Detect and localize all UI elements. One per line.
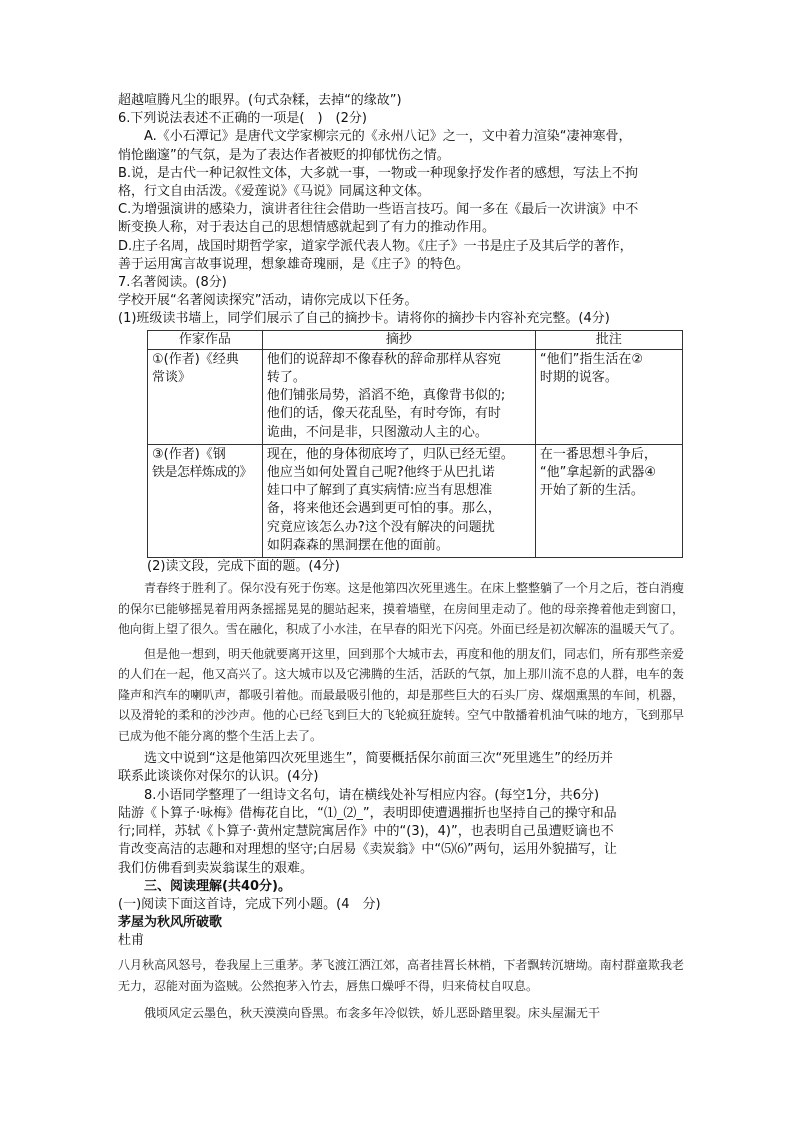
cell-line: 诡曲，不问是非，只图激动人主的心。 [266,424,488,440]
table-cell [148,444,263,557]
question-stem: 8.小语同学整理了一组诗文名句，请在横线处补写相应内容。(每空1分，共6分) [144,787,600,803]
option-d-line: 善于运用寓言故事说理，想象雄奇瑰丽，是《庄子》的特色。 [118,256,470,272]
option-a-line: A.《小石潭记》是唐代文学家柳宗元的《永州八记》之一，文中着力渲染“凄神寒骨， [144,129,632,145]
column-header: 批注 [535,330,682,349]
section-heading: 三、阅读理解(共40分)。 [144,878,291,894]
section-3 [118,878,684,1024]
cell-line: “他们”指生活在② [539,351,643,367]
question-text: 联系此谈谈你对保尔的认识。(4分) [118,769,319,785]
subquestion: (一)阅读下面这首诗，完成下列小题。(4 分) [118,896,381,912]
reading-passage: 青春终于胜利了。保尔没有死于伤寒。这是他第四次死里逃生。在床上整整躺了一个月之后，苍白消瘦的保尔已能够摇晃着用两条摇摇晃晃的腿站起来，摸着墙壁，在房间里走动了。他的母亲搀着他走到窗口，他向街上望了很久。雪在融化，积成了小水洼，在早春的阳光下闪亮。外面已经是初次解冻的温暖天气了。 [118,581,685,637]
table-cell [148,349,263,444]
option-b-line: B.说，是古代一种记叙性文体，大多就一事，一物或一种现象抒发作者的感想，写法上不拘 [118,165,639,181]
text-line: 学校开展“名著阅读探究”活动，请你完成以下任务。 [118,293,418,309]
cell-line: 转了。 [266,370,306,386]
cell-line: 他们的话，像天花乱坠，有时夸饰，有时 [266,406,501,422]
poem-author: 杜甫 [118,933,145,949]
column-header: 作家作品 [148,330,263,349]
column-header: 摘抄 [262,330,535,349]
option-a-line: 悄怆幽邃”的气氛，是为了表达作者被贬的抑郁忧伤之情。 [118,147,450,163]
text-line: 陆游《卜算子·咏梅》借梅花自比，“⑴_⑵_”，表明即使遭遇摧折也坚持自己的操守和品 [118,805,617,821]
excerpt-card-table [147,330,683,558]
question-8 [118,787,684,878]
subquestion: (2)读文段，完成下面的题。(4分) [147,559,340,575]
question-stem: 7.名著阅读。(8分) [118,275,227,291]
table-row [148,349,683,444]
question-stem: 6.下列说法表述不正确的一项是( ) (2分) [118,111,367,127]
question-6 [118,110,684,274]
subquestion: (1)班级读书墙上，同学们展示了自己的摘抄卡。请将你的摘抄卡内容补充完整。(4分) [118,311,610,327]
option-c-line: C.为增强演讲的感染力，演讲者往往会借助一些语言技巧。闻一多在《最后一次讲演》中不 [118,202,639,218]
table-cell [262,349,535,444]
cell-line: 娃口中了解到了真实病情:应当有思想准 [266,483,493,499]
reading-passage: 但是他一想到，明天他就要离开这里，回到那个大城市去，再度和他的朋友们，同志们，所有那些亲爱的人们在一起，他又高兴了。这大城市以及它沸腾的生活，活跃的气氛，加上那川流不息的人群，电车的轰隆声和汽车的喇叭声，都吸引着他。而最最吸引他的，却是那些巨大的石头厂房、煤烟熏黑的车间，机器，以及滑轮的柔和的沙沙声。他的心已经飞到巨大的飞轮疯狂旋转。空气中散播着机油气味的地方，飞到那早已成为他不能分离的整个生活上去了。 [118,646,685,743]
cell-line: 他应当如何处置自己呢?他终于从巴扎诺 [266,465,495,481]
text-line: 超越喧腾凡尘的眼界。(句式杂糅，去掉“的缘故”) [118,93,402,108]
table-row [148,444,683,557]
option-d-line: D.庄子名周，战国时期哲学家，道家学派代表人物。《庄子》一书是庄子及其后学的著作， [118,238,633,254]
poem-title: 茅屋为秋风所破歌 [118,915,223,931]
text-line: 行;同样，苏轼《卜算子·黄州定慧院寓居作》中的“(3)，4)”，也表明自己虽遭贬谪也不 [118,824,614,840]
table-header-row [148,330,683,349]
poem-stanza: 八月秋高风怒号，卷我屋上三重茅。茅飞渡江洒江郊，高者挂罥长林梢，下者飘转沉塘坳。南村群童欺我老无力，忍能对面为盗贼。公然抱茅入竹去，唇焦口燥呼不得，归来倚杖自叹息。 [118,957,684,993]
question-7 [118,274,684,787]
cell-line: 如阴森森的黑洞摆在他的面前。 [266,537,449,553]
option-b-line: 格，行文自由活泼。《爱莲说》《马说》同属这种文体。 [118,184,431,200]
cell-line: 他们的说辞却不像春秋的辞命那样从容宛 [266,351,501,367]
cell-line: 时期的说客。 [539,370,618,386]
table-cell [535,444,682,557]
cell-line: 开始了新的生活。 [539,483,644,499]
table-cell [535,349,682,444]
poem-stanza: 俄顷风定云墨色，秋天漠漠向昏黑。布衾多年冷似铁，娇儿恶卧踏里裂。床头屋漏无干 [144,1005,601,1020]
cell-line: 现在，他的身体彻底垮了，归队已经无望。 [266,446,514,462]
text-line: 肯改变高洁的志趣和对理想的坚守;白居易《卖炭翁》中“⑸⑹”两句，运用外貌描写，让 [118,842,617,858]
option-c-line: 断变换人称，对于表达自己的思想情感就起到了有力的推动作用。 [118,220,496,236]
cell-line: 备，将来他还会遇到更可怕的事。那么， [266,501,501,517]
cell-line: 他们铺张局势，滔滔不绝，真像背书似的; [266,388,506,404]
cell-line: 常谈》 [152,370,192,386]
cell-line: 究竟应该怎么办?这个没有解决的问题扰 [266,519,495,535]
document-page [118,92,684,1024]
cell-line: “他”拿起新的武器④ [539,465,656,481]
cell-line: 在一番思想斗争后， [539,446,657,462]
question-text: 选文中说到“这是他第四次死里逃生”，简要概括保尔前面三次“死里逃生”的经历并 [144,751,613,767]
table-cell [262,444,535,557]
cell-line: 铁是怎样炼成的》 [152,465,253,481]
cell-line: ③(作者)《钢 [152,446,226,462]
text-line: 我们仿佛看到卖炭翁谋生的艰难。 [118,860,314,876]
cell-line: ①(作者)《经典 [152,351,239,367]
